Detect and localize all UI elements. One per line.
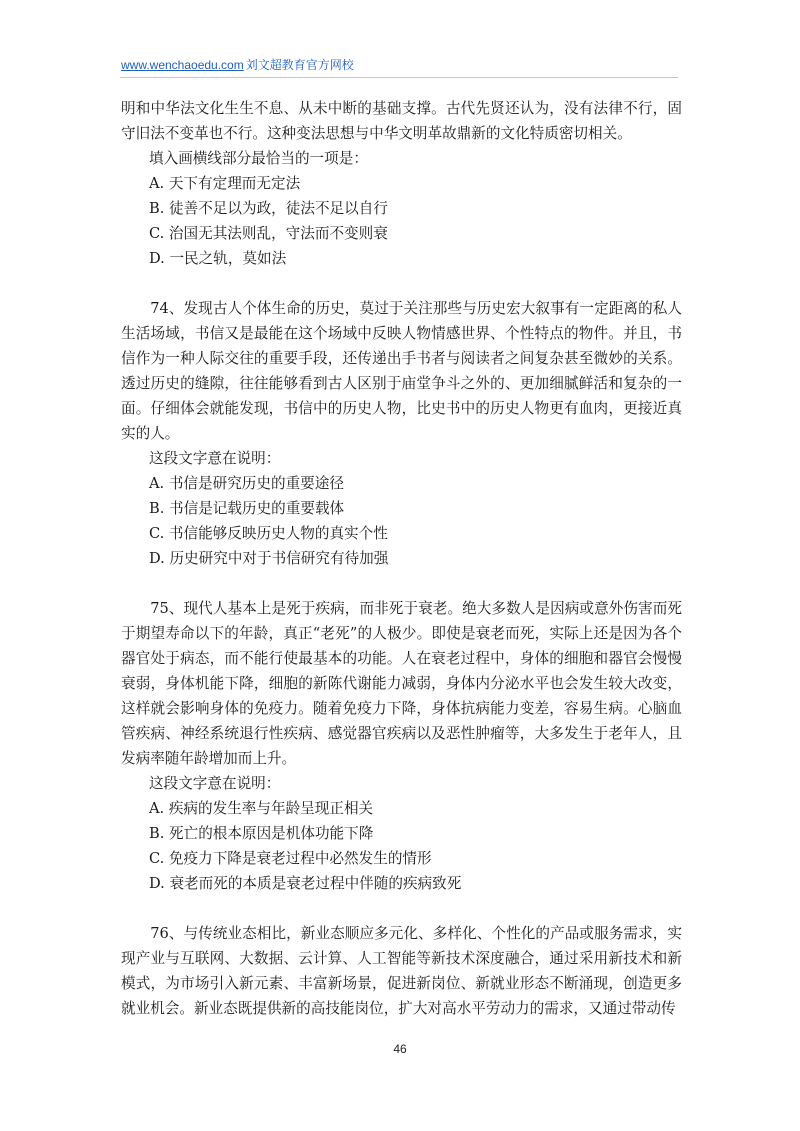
question-73-option-d: D. 一民之轨，莫如法 xyxy=(149,250,287,267)
question-75-option-d: D. 衰老而死的本质是衰老过程中伴随的疾病致死 xyxy=(149,875,462,892)
question-75-stem: 75、现代人基本上是死于疾病，而非死于衰老。绝大多数人是因病或意外伤害而死于期望寿命以下的年龄，真正“老死”的人极少。即使是衰老而死，实际上还是因为各个器官处于病态，而不能行使最基本的功能。人在衰老过程中，身体的细胞和器官会慢慢衰弱，身体机能下降，细胞的新陈代谢能力减弱，身体内分泌水平也会发生较大改变，这样就会影响身体的免疫力。随着免疫力下降，身体抗病能力变差，容易生病。心脑血管疾病、神经系统退行性疾病、感觉器官疾病以及恶性肿瘤等，大多发生于老年人，且发病率随年龄增加而上升。 xyxy=(121,600,682,767)
question-75-option-c: C. 免疫力下降是衰老过程中必然发生的情形 xyxy=(149,850,432,867)
question-73-prompt: 填入画横线部分最恰当的一项是： xyxy=(149,150,368,167)
spacer xyxy=(121,896,682,921)
question-73-option-c: C. 治国无其法则乱，守法而不变则衰 xyxy=(149,225,388,242)
question-76-stem: 76、与传统业态相比，新业态顺应多元化、多样化、个性化的产品或服务需求，实现产业与互联网、大数据、云计算、人工智能等新技术深度融合，通过采用新技术和新模式，为市场引入新元素、丰富新场景，促进新岗位、新就业形态不断涌现，创造更多就业机会。新业态既提供新的高技能岗位，扩大对高水平劳动力的需求，又通过带动传 xyxy=(121,925,682,1017)
question-75-prompt: 这段文字意在说明： xyxy=(149,775,281,792)
question-74-option-c: C. 书信能够反映历史人物的真实个性 xyxy=(149,525,388,542)
question-76 xyxy=(121,921,682,1021)
page-header xyxy=(121,57,354,73)
question-74-option-a: A. 书信是研究历史的重要途径 xyxy=(149,475,344,492)
site-link[interactable]: www.wenchaoedu.com xyxy=(121,58,244,72)
question-73-option-b: B. 徒善不足以为政，徒法不足以自行 xyxy=(149,200,388,217)
question-73 xyxy=(121,96,682,271)
question-74-option-d: D. 历史研究中对于书信研究有待加强 xyxy=(149,550,389,567)
question-73-passage-tail: 明和中华法文化生生不息、从未中断的基础支撑。古代先贤还认为，没有法律不行，固守旧法不变革也不行。这种变法思想与中华文明革故鼎新的文化特质密切相关。 xyxy=(121,100,682,142)
spacer xyxy=(121,571,682,596)
header-divider xyxy=(120,77,678,78)
org-name: 刘文超教育官方网校 xyxy=(245,58,354,72)
question-74-prompt: 这段文字意在说明： xyxy=(149,450,281,467)
question-74 xyxy=(121,296,682,571)
question-75-option-a: A. 疾病的发生率与年龄呈现正相关 xyxy=(149,800,374,817)
question-74-stem: 74、发现古人个体生命的历史，莫过于关注那些与历史宏大叙事有一定距离的私人生活场域，书信又是最能在这个场域中反映人物情感世界、个性特点的物件。并且，书信作为一种人际交往的重要手段，还传递出手书者与阅读者之间复杂甚至微妙的关系。透过历史的缝隙，往往能够看到古人区别于庙堂争斗之外的、更加细腻鲜活和复杂的一面。仔细体会就能发现，书信中的历史人物，比史书中的历史人物更有血肉，更接近真实的人。 xyxy=(121,300,682,442)
document-body xyxy=(121,96,682,1021)
question-74-option-b: B. 书信是记载历史的重要载体 xyxy=(149,500,345,517)
page-number: 46 xyxy=(393,1042,407,1056)
question-73-option-a: A. 天下有定理而无定法 xyxy=(149,175,301,192)
question-75-option-b: B. 死亡的根本原因是机体功能下降 xyxy=(149,825,374,842)
spacer xyxy=(121,271,682,296)
question-75 xyxy=(121,596,682,896)
